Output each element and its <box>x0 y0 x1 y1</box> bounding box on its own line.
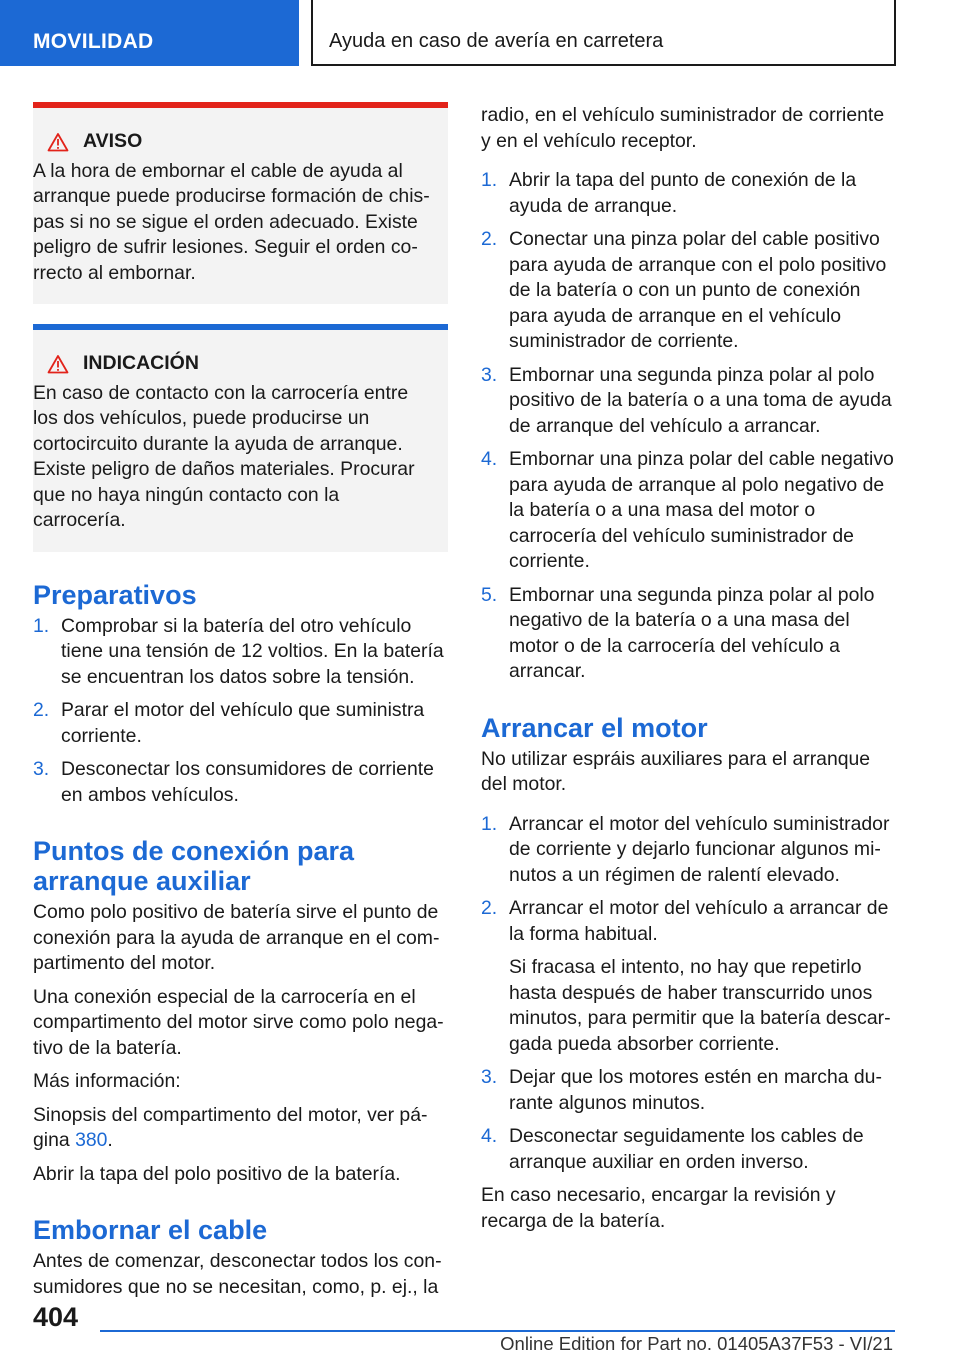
warning-text: A la hora de embornar el cable de ayuda al arranque puede producirse formación de chispas si no se sigue el orden adecuado. Existe peligro de sufrir lesiones. Seguir el orden correcto al embornar. <box>33 159 430 284</box>
paragraph: En caso necesario, encargar la revisión y recarga de la batería. <box>481 1184 836 1232</box>
paragraph: Una conexión especial de la carrocería en el compartimento del motor sirve como polo negativo de la batería. <box>33 985 444 1059</box>
warning-triangle-icon <box>47 132 69 152</box>
heading-puntos-conexion: Puntos de conexión para arranque auxiliar <box>33 836 355 896</box>
paragraph: radio, en el vehículo suministrador de corriente y en el vehículo receptor. <box>481 104 885 152</box>
list-item: 3. Dejar que los motores estén en marcha durante algunos minutos. <box>481 1066 882 1114</box>
list-item: 1. Arrancar el motor del vehículo suministrador de corriente y dejarlo funcionar algunos minutos a un régimen de ralentí elevado. <box>481 812 890 886</box>
list-item: 4. Desconectar seguidamente los cables de arranque auxiliar en orden inverso. <box>481 1125 864 1173</box>
right-column <box>481 103 896 1242</box>
paragraph: Como polo positivo de batería sirve el punto de conexión para la ayuda de arranque en el compartimento del motor. <box>33 901 440 974</box>
header-section: MOVILIDAD <box>0 0 299 66</box>
paragraph-reference: Sinopsis del compartimento del motor, ver página 380. <box>33 1103 428 1151</box>
list-item: 1. Abrir la tapa del punto de conexión de la ayuda de arranque. <box>481 169 857 217</box>
page-reference-link[interactable]: 380 <box>75 1129 108 1151</box>
heading-embornar: Embornar el cable <box>33 1215 268 1245</box>
page-number: 404 <box>33 1302 79 1332</box>
note-box <box>33 324 448 552</box>
paragraph: Abrir la tapa del polo positivo de la batería. <box>33 1162 401 1185</box>
list-item: 2. Conectar una pinza polar del cable positivo para ayuda de arranque con el polo positivo de la batería o con un punto de conexión para ayuda de arranque en el vehículo suministrador de corriente. <box>481 228 887 352</box>
footer-edition: Online Edition for Part no. 01405A37F53 - VI/21 <box>500 1333 893 1354</box>
list-item: 3. Embornar una segunda pinza polar al polo positivo de la batería o a una toma de ayuda de arranque del vehículo a arrancar. <box>481 363 892 437</box>
note-text: En caso de contacto con la carrocería entre los dos vehículos, puede producirse un cortocircuito durante la ayuda de arranque. Existe peligro de daños materiales. Procurar que no haya ningún contacto con la carrocería. <box>33 381 415 531</box>
list-item: 3. Desconectar los consumidores de corriente en ambos vehículos. <box>33 758 434 806</box>
header-chapter: Ayuda en caso de avería en carretera <box>311 0 896 66</box>
list-item: 5. Embornar una segunda pinza polar al polo negativo de la batería o a una masa del motor o de la carrocería del vehículo a arrancar. <box>481 583 875 682</box>
warning-title-row <box>33 129 434 155</box>
warning-box <box>33 102 448 304</box>
heading-arrancar: Arrancar el motor <box>481 712 708 743</box>
embornar-steps <box>481 168 896 685</box>
left-column <box>33 102 448 1308</box>
arrancar-steps <box>481 812 896 1176</box>
footer-divider <box>100 1330 895 1332</box>
preparativos-steps <box>33 614 448 809</box>
list-item-note: Si fracasa el intento, no hay que repetirlo hasta después de haber transcurrido unos minutos, para permitir que la batería descargada pueda absorber corriente. <box>509 956 891 1055</box>
warning-title: AVISO <box>83 130 143 152</box>
note-title-row <box>33 351 434 377</box>
warning-triangle-icon <box>47 354 69 374</box>
paragraph: Antes de comenzar, desconectar todos los consumidores que no se necesitan, como, p. ej., la <box>33 1250 442 1298</box>
list-item: 4. Embornar una pinza polar del cable negativo para ayuda de arranque al polo negativo de la batería o a una masa del motor o carrocería del vehículo suministrador de corriente. <box>481 448 894 572</box>
list-item: 2. Parar el motor del vehículo que suministra corriente. <box>33 699 425 747</box>
note-title: INDICACIÓN <box>83 352 199 374</box>
paragraph: Más información: <box>33 1070 181 1092</box>
list-item: 2. Arrancar el motor del vehículo a arrancar de la forma habitual. Si fracasa el intento, no hay que repetirlo hasta después de haber transcurrido unos minutos, para permitir que la batería descargada pueda absorber corriente. <box>481 896 896 1057</box>
paragraph: No utilizar espráis auxiliares para el arranque del motor. <box>481 747 871 795</box>
heading-preparativos: Preparativos <box>33 579 197 610</box>
list-item: 1. Comprobar si la batería del otro vehículo tiene una tensión de 12 voltios. En la batería se encuentran los datos sobre la tensión. <box>33 614 444 688</box>
